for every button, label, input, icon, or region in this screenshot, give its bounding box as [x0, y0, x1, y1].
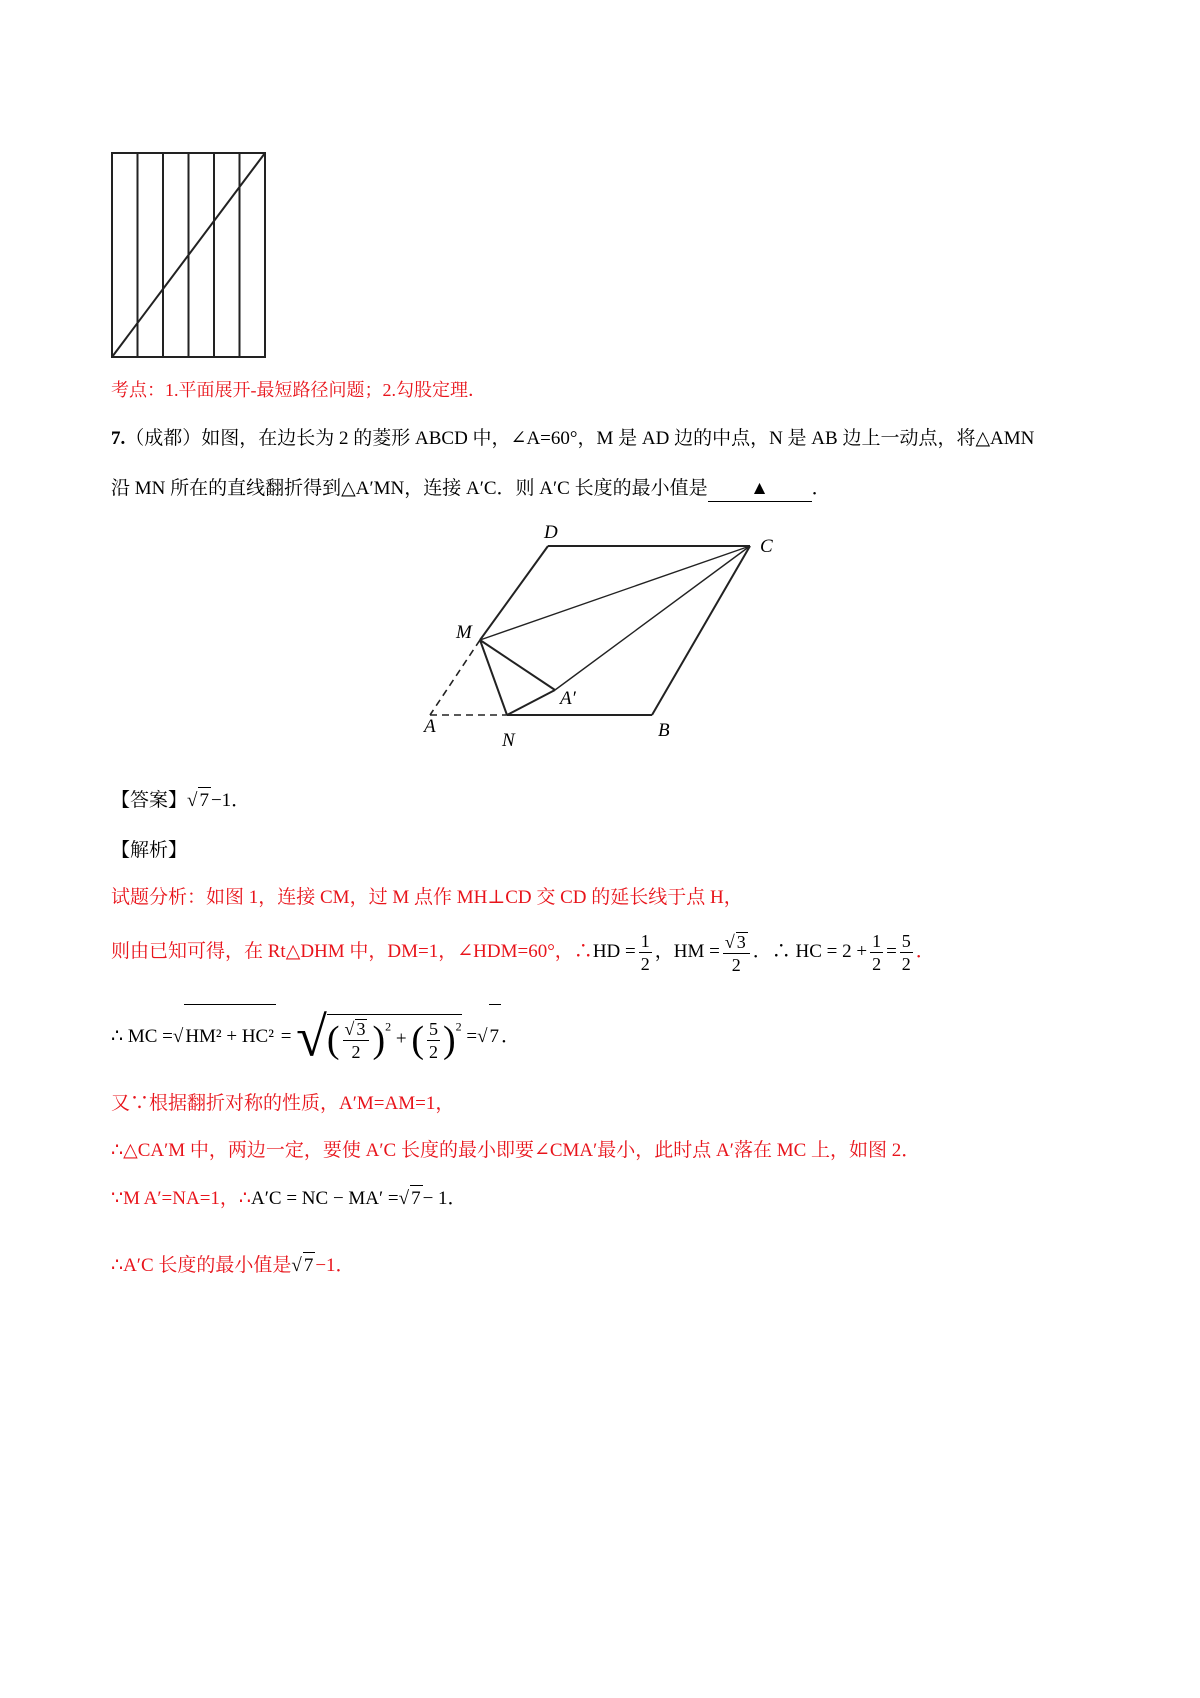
analysis-tag: 【解析】 [111, 840, 188, 861]
square-2: 2 [455, 1019, 462, 1034]
frac-hc-num: 1 [872, 931, 882, 952]
hm-eq: ，HM = [654, 941, 720, 962]
mc-eq: ∴ MC = [111, 1026, 173, 1047]
l2-end: ． [915, 941, 935, 962]
problem-number: 7. [111, 428, 126, 449]
answer-radicand: 7 [198, 787, 211, 814]
problem-line-1 [111, 426, 1034, 452]
frac-hd [639, 932, 652, 973]
l7-rad: 7 [303, 1252, 316, 1279]
mc-radicand: HM² + HC² [184, 1004, 276, 1069]
segment-A1C [555, 546, 750, 690]
segment-MA1 [480, 640, 555, 690]
sqrt-symbol-l6: √ [398, 1188, 410, 1209]
frac-hm-num: √ 3 [723, 932, 750, 954]
frac-mc-2-den: 2 [428, 1041, 438, 1062]
problem-line-2 [111, 476, 831, 502]
therefore-2: ．∴ [752, 941, 791, 962]
l7-end: −1． [315, 1255, 355, 1276]
analysis-line-6 [111, 1185, 467, 1212]
label-A-prime: A′ [560, 688, 576, 709]
segment-MN [480, 640, 507, 715]
label-D: D [544, 522, 558, 543]
frac-hc-result-num: 5 [901, 931, 911, 952]
problem-text-2: 沿 MN 所在的直线翻折得到△A′MN，连接 A′C．则 A′C 长度的最小值是 [111, 478, 708, 499]
frac-hd-den: 2 [640, 954, 650, 975]
mc-result-rad: 7 [489, 1004, 502, 1069]
frac-mc-1-num-rad: 3 [356, 1019, 366, 1040]
frac-hd-num: 1 [640, 931, 650, 952]
frac-mc-1-den: 2 [351, 1042, 361, 1063]
frac-hc [870, 932, 883, 973]
label-B: B [658, 720, 670, 741]
problem-text-1: （成都）如图，在边长为 2 的菱形 ABCD 中，∠A=60°，M 是 AD 边的中点，N 是 AB 边上一动点，将△AMN [125, 428, 1035, 449]
l3-end: ． [501, 1026, 521, 1047]
frac-mc-1-num: √ 3 [343, 1019, 370, 1041]
answer-tag: 【答案】 [111, 790, 188, 811]
kaodian-line: 考点：1.平面展开-最短路径问题；2.勾股定理． [111, 380, 486, 400]
label-N: N [502, 730, 515, 751]
hd-eq: HD = [592, 941, 636, 962]
frac-hc-result-den: 2 [901, 954, 911, 975]
frac-mc-2-num: 5 [428, 1018, 438, 1039]
mc-eq-2: = [280, 1026, 292, 1047]
sqrt-symbol: √ [187, 790, 198, 811]
l6-rad: 7 [410, 1185, 423, 1212]
answer-line [111, 787, 250, 814]
frac-hm-num-rad: 3 [736, 931, 746, 952]
sqrt-symbol-l7: √ [291, 1255, 302, 1276]
problem-text-2-end: ． [811, 478, 831, 499]
analysis-l2-text: 则由已知可得，在 Rt△DHM 中，DM=1，∠HDM=60°，∴ [111, 941, 593, 962]
analysis-line-5: ∴△CA′M 中，两边一定，要使 A′C 长度的最小即要∠CMA′最小，此时点 A′落在 MC 上，如图 2． [111, 1140, 921, 1161]
mc-eq-3: = [466, 1026, 478, 1047]
edge-DM [480, 546, 548, 640]
frac-hc-den: 2 [872, 954, 882, 975]
label-C: C [760, 536, 773, 557]
sqrt-symbol-mc: √ [172, 1026, 184, 1047]
square-1: 2 [385, 1019, 392, 1034]
l7-text: ∴A′C 长度的最小值是 [111, 1255, 292, 1276]
frac-hm-den: 2 [731, 954, 741, 975]
l6-text: ∵M A′=NA=1，∴ [111, 1188, 252, 1209]
figure-rhombus [424, 510, 790, 760]
answer-blank [708, 479, 812, 502]
l6-end: − 1． [422, 1188, 467, 1209]
figure-cylinder-unfold [100, 150, 270, 362]
hc-eq2: = [886, 941, 897, 962]
analysis-line-4: 又∵根据翻折对称的性质，A′M=AM=1， [111, 1093, 455, 1114]
hc-eq: HC = 2 + [795, 941, 868, 962]
analysis-line-2 [111, 928, 935, 976]
frac-mc-1 [343, 1019, 370, 1061]
analysis-line-7 [111, 1252, 355, 1279]
triangle-mark: ▲ [750, 478, 769, 499]
sqrt-symbol-7: √ [477, 1026, 488, 1047]
segment-NA1 [507, 690, 555, 715]
big-sqrt-symbol: √ [296, 1006, 327, 1069]
analysis-line-3 [111, 1004, 520, 1068]
plus-sign: + [395, 1028, 407, 1050]
segment-MC [480, 546, 750, 640]
answer-rest: −1． [210, 790, 251, 811]
frac-mc-2 [427, 1020, 440, 1061]
big-sqrt-body: ( $\frac{√ 3}{2}$ )$^2$ + ( $\frac{5}{2}$ )$^2$ [327, 1014, 462, 1061]
analysis-line-1: 试题分析：如图 1，连接 CM，过 M 点作 MH⊥CD 交 CD 的延长线于点 H， [111, 887, 743, 908]
frac-hc-result [900, 932, 913, 973]
l6-eq: A′C = NC − MA′ = [251, 1188, 399, 1209]
frac-hm [723, 932, 750, 974]
label-M: M [456, 622, 472, 643]
label-A: A [424, 716, 436, 737]
dashed-AM [430, 640, 480, 715]
edge-CB [652, 546, 750, 715]
